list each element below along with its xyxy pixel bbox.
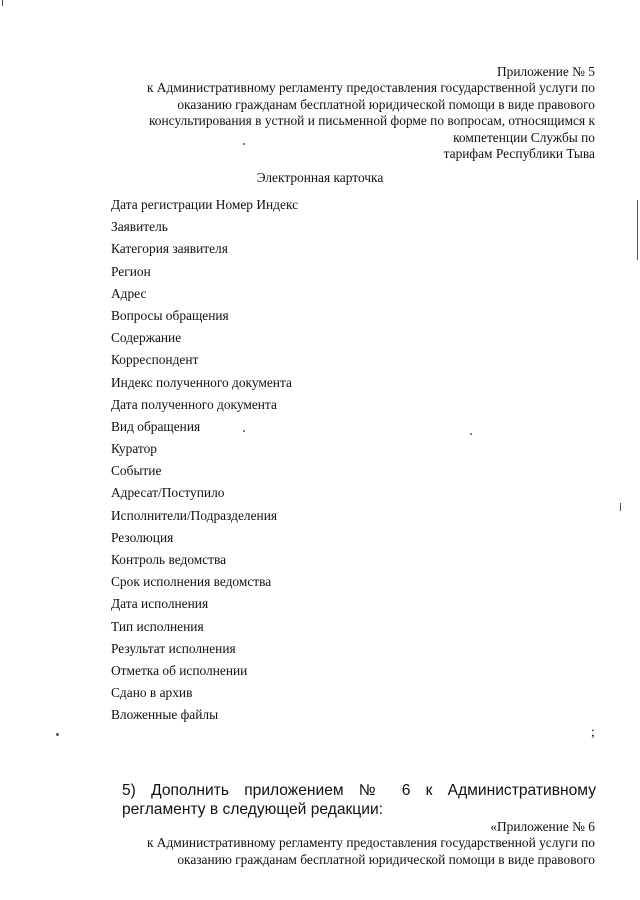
appendix-5-line: консультирования в устной и письменной форме по вопросам, относящимся к: [148, 113, 595, 129]
card-title: Электронная карточка: [256, 170, 384, 185]
card-field: Дата регистрации Номер Индекс: [111, 197, 299, 212]
card-field: Результат исполнения: [111, 640, 236, 656]
card-field: Тип исполнения: [111, 618, 204, 634]
scan-speck: [56, 733, 59, 736]
card-field: Содержание: [111, 330, 182, 346]
scan-speck: [243, 430, 245, 432]
card-field: Адрес: [111, 285, 147, 301]
appendix-5-line: к Административному регламенту предоставления государственной услуги по: [146, 80, 595, 96]
appendix-6-line: оказанию гражданам бесплатной юридической помощи в виде правового: [177, 851, 595, 867]
card-field: Индекс полученного документа: [111, 374, 292, 390]
card-field: Регион: [111, 263, 151, 279]
card-field-list: [111, 197, 298, 730]
card-field: Отметка об исполнении: [111, 662, 248, 678]
card-field: Дата полученного документа: [111, 396, 277, 412]
closing-semicolon: ;: [591, 725, 595, 740]
scan-speck: [637, 200, 638, 260]
card-field: Срок исполнения ведомства: [111, 574, 272, 590]
card-field: Исполнители/Подразделения: [111, 507, 278, 523]
card-field: Адресат/Поступило: [111, 485, 225, 501]
card-field: Категория заявителя: [111, 241, 228, 257]
scan-speck: [470, 433, 472, 435]
card-field: Вопросы обращения: [111, 307, 229, 323]
appendix-6-line: к Административному регламенту предоставления государственной услуги по: [146, 835, 595, 851]
card-field: Дата исполнения: [111, 596, 209, 612]
appendix-5-line: оказанию гражданам бесплатной юридической помощи в виде правового: [177, 96, 595, 112]
card-field: Корреспондент: [111, 352, 199, 368]
appendix-6-header: [125, 819, 595, 868]
appendix-5-line: тарифам Республики Тыва: [443, 146, 595, 162]
card-field: Резолюция: [111, 529, 174, 545]
card-field: Контроль ведомства: [111, 552, 227, 567]
appendix-5-header: [125, 64, 595, 162]
card-field: Событие: [111, 463, 162, 479]
card-field: Вложенные файлы: [111, 707, 219, 723]
appendix-6-number: «Приложение № 6: [490, 819, 595, 834]
appendix-5-line: компетенции Службы по: [453, 129, 595, 145]
card-field: Сдано в архив: [111, 685, 193, 701]
appendix-5-number: Приложение № 5: [496, 64, 595, 79]
top-edge-mark: [2, 0, 3, 6]
amendment-instruction: 5) Дополнить приложением № 6 к Административному регламенту в следующей редакции:: [122, 782, 596, 818]
card-field: Вид обращения: [111, 418, 201, 434]
scan-speck: [243, 143, 245, 145]
card-field: Куратор: [111, 441, 157, 457]
scan-speck: [620, 503, 621, 511]
card-field: Заявитель: [111, 219, 168, 235]
